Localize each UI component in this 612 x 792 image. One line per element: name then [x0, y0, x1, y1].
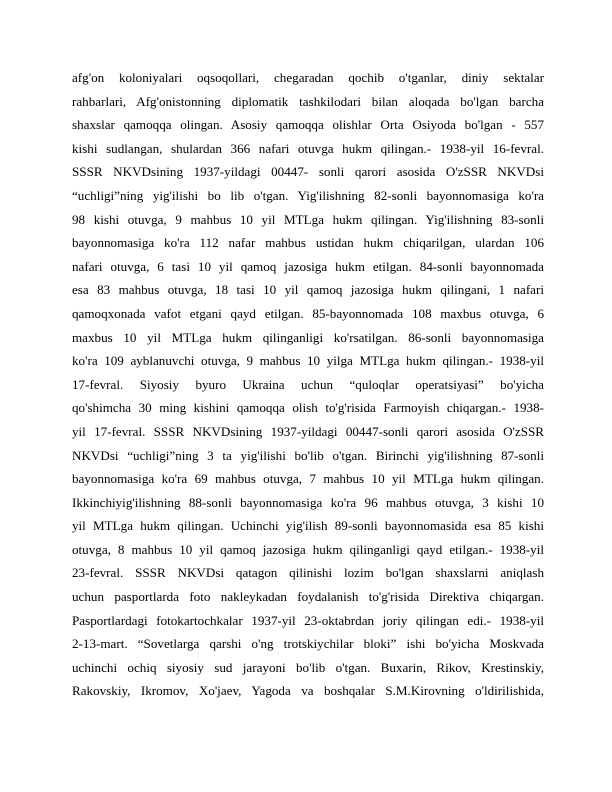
- text-line: kishi sudlangan, shulardan 366 nafari otuvga hukm qilingan.- 1938-yil 16-fevral.: [72, 140, 544, 156]
- text-line: SSSR NKVDsining 1937-yildagi 00447- sonli qarori asosida O'zSSR NKVDsi: [72, 164, 544, 180]
- text-line: uchinchi ochiq siyosiy sud jarayoni bo'lib o'tgan. Buxarin, Rikov, Krestinskiy,: [72, 659, 544, 675]
- text-line: bayonnomasiga ko'ra 112 nafar mahbus ustidan hukm chiqarilgan, ulardan 106: [72, 235, 544, 251]
- text-line: maxbus 10 yil MTLga hukm qilinganligi ko'rsatilgan. 86-sonli bayonnomasiga: [72, 329, 544, 345]
- text-line: 17-fevral. Siyosiy byuro Ukraina uchun “quloqlar operatsiyasi” bo'yicha: [72, 376, 544, 392]
- text-line: “uchligi”ning yig'ilishi bo lib o'tgan. Yig'ilishning 82-sonli bayonnomasiga ko'ra: [72, 187, 544, 203]
- text-line: yil MTLga hukm qilingan. Uchinchi yig'ilish 89-sonli bayonnomasida esa 85 kishi: [72, 518, 544, 534]
- text-line: uchun pasportlarda foto nakleykadan foydalanish to'g'risida Direktiva chiqargan.: [72, 589, 544, 605]
- text-line: 2-13-mart. “Sovetlarga qarshi o'ng trotskiychilar bloki” ishi bo'yicha Moskvada: [72, 636, 544, 652]
- text-line: Rakovskiy, Ikromov, Xo'jaev, Yagoda va boshqalar S.M.Kirovning o'ldirilishida,: [72, 683, 544, 699]
- document-page: [72, 66, 544, 703]
- text-line: rahbarlari, Afg'onistonning diplomatik tashkilodari bilan aloqada bo'lgan barcha: [72, 93, 544, 109]
- text-line: ko'ra 109 ayblanuvchi otuvga, 9 mahbus 10 yilga MTLga hukm qilingan.- 1938-yil: [72, 353, 544, 369]
- text-line: Pasportlardagi fotokartochkalar 1937-yil 23-oktabrdan joriy qilingan edi.- 1938-yil: [72, 612, 544, 628]
- text-line: afg'on koloniyalari oqsoqollari, chegaradan qochib o'tganlar, diniy sektalar: [72, 70, 544, 85]
- text-line: 98 kishi otuvga, 9 mahbus 10 yil MTLga hukm qilingan. Yig'ilishning 83-sonli: [72, 211, 544, 227]
- text-line: yil 17-fevral. SSSR NKVDsining 1937-yildagi 00447-sonli qarori asosida O'zSSR: [72, 423, 544, 439]
- text-line: bayonnomasiga ko'ra 69 mahbus otuvga, 7 mahbus 10 yil MTLga hukm qilingan.: [72, 471, 544, 487]
- text-line: nafari otuvga, 6 tasi 10 yil qamoq jazosiga hukm etilgan. 84-sonli bayonnomada: [72, 258, 544, 274]
- text-line: qamoqxonada vafot etgani qayd etilgan. 85-bayonnomada 108 maxbus otuvga, 6: [72, 305, 544, 321]
- text-line: otuvga, 8 mahbus 10 yil qamoq jazosiga hukm qilinganligi qayd etilgan.- 1938-yil: [72, 541, 544, 557]
- text-line: qo'shimcha 30 ming kishini qamoqqa olish to'g'risida Farmoyish chiqargan.- 1938-: [72, 400, 544, 416]
- text-line: NKVDsi “uchligi”ning 3 ta yig'ilishi bo'lib o'tgan. Birinchi yig'ilishning 87-sonli: [72, 447, 544, 463]
- text-line: Ikkinchiyig'ilishning 88-sonli bayonnomasiga ko'ra 96 mahbus otuvga, 3 kishi 10: [72, 494, 544, 510]
- text-line: shaxslar qamoqqa olingan. Asosiy qamoqqa olishlar Orta Osiyoda bo'lgan - 557: [72, 117, 544, 133]
- text-line: esa 83 mahbus otuvga, 18 tasi 10 yil qamoq jazosiga hukm qilingani, 1 nafari: [72, 282, 544, 298]
- text-line: 23-fevral. SSSR NKVDsi qatagon qilinishi lozim bo'lgan shaxslarni aniqlash: [72, 565, 544, 581]
